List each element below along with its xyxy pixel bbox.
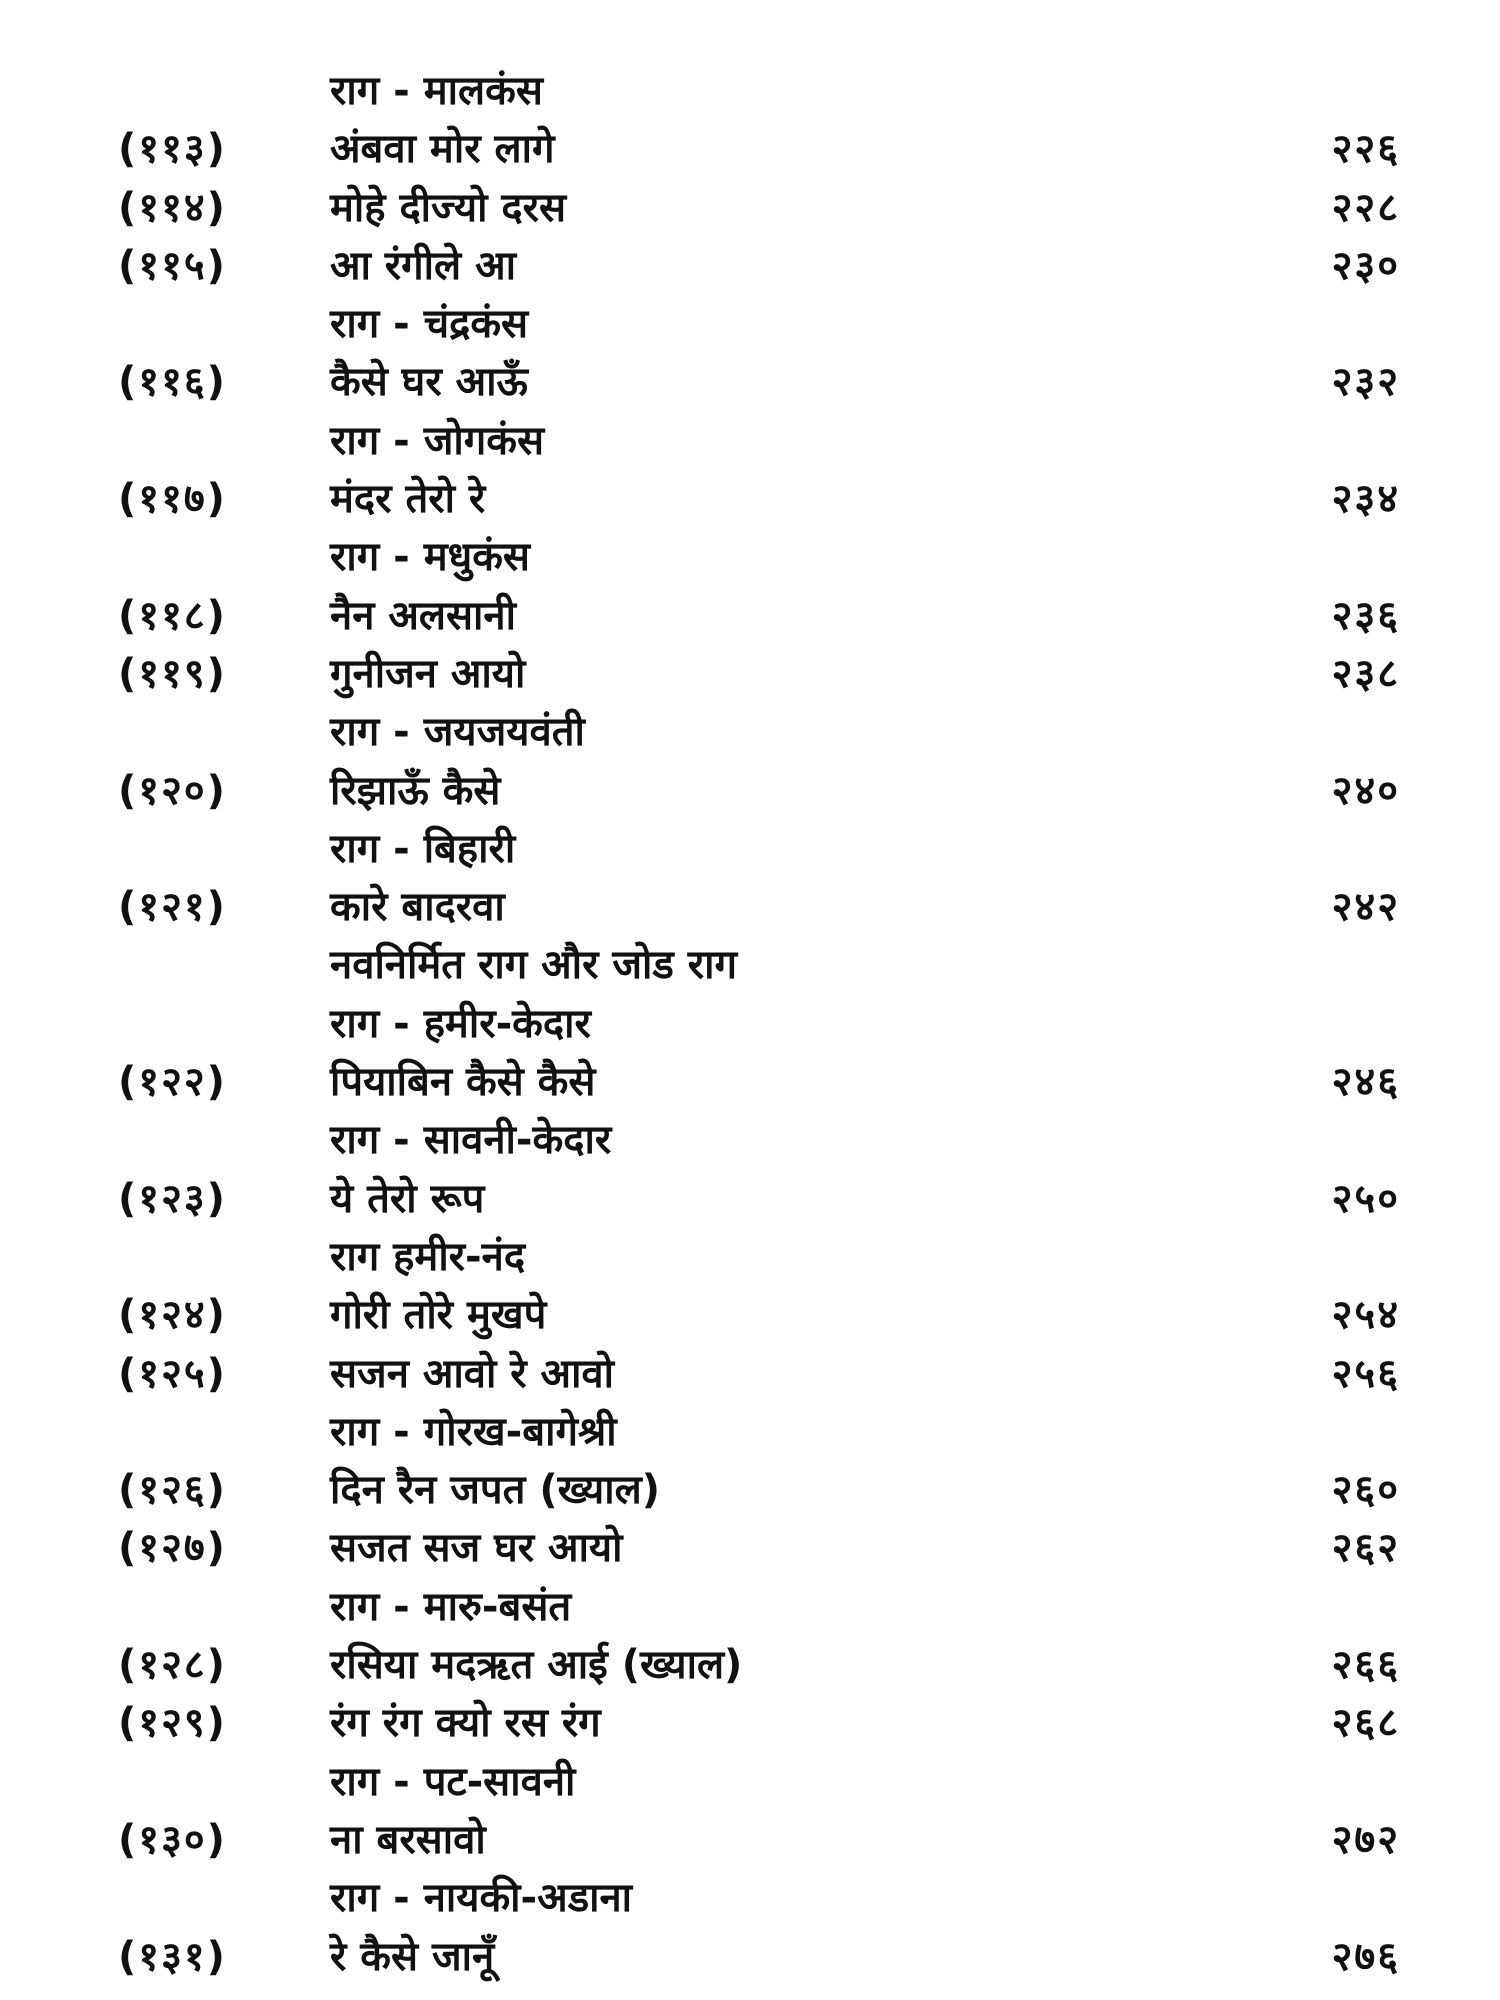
toc-entry <box>0 1811 1500 1869</box>
entry-number: (१२०) <box>118 767 227 814</box>
raag-heading <box>0 995 1500 1053</box>
heading-text: राग हमीर-नंद <box>330 1233 526 1280</box>
entry-title: कैसे घर आऊँ <box>330 359 528 406</box>
entry-title: दिन रैन जपत (ख्याल) <box>330 1467 660 1514</box>
heading-text: राग - जयजयवंती <box>330 709 585 756</box>
entry-title: कारे बादरवा <box>330 884 505 931</box>
entry-number: (१३०) <box>118 1816 227 1863</box>
raag-heading <box>0 1578 1500 1636</box>
toc-entry <box>0 1928 1500 1986</box>
entry-title: रंग रंग क्यो रस रंग <box>330 1700 601 1747</box>
entry-number: (११३) <box>118 126 227 173</box>
raag-heading <box>0 62 1500 120</box>
entry-page-number: २६८ <box>1331 1700 1400 1747</box>
entry-page-number: २७६ <box>1331 1933 1400 1980</box>
heading-text: राग - नायकी-अडाना <box>330 1875 633 1922</box>
raag-heading <box>0 1869 1500 1927</box>
entry-page-number: २२८ <box>1331 184 1400 231</box>
entry-title: रसिया मदऋत आई (ख्याल) <box>330 1642 743 1689</box>
entry-number: (११६) <box>118 359 227 406</box>
raag-heading <box>0 1228 1500 1286</box>
toc-entry <box>0 587 1500 645</box>
entry-title: गोरी तोरे मुखपे <box>330 1292 547 1339</box>
raag-heading <box>0 1753 1500 1811</box>
entry-number: (११५) <box>118 242 227 289</box>
raag-heading <box>0 528 1500 586</box>
entry-page-number: २४० <box>1331 767 1400 814</box>
entry-number: (११७) <box>118 476 227 523</box>
entry-page-number: २६२ <box>1331 1525 1400 1572</box>
toc-entry <box>0 1636 1500 1694</box>
entry-number: (१२६) <box>118 1467 227 1514</box>
entry-number: (१२१) <box>118 884 227 931</box>
toc-entry <box>0 353 1500 411</box>
entry-page-number: २४२ <box>1331 884 1400 931</box>
entry-title: मंदर तेरो रे <box>330 476 486 523</box>
toc-entry <box>0 237 1500 295</box>
entry-title: पियाबिन कैसे कैसे <box>330 1059 596 1106</box>
toc-entry <box>0 120 1500 178</box>
heading-text: राग - सावनी-केदार <box>330 1117 612 1164</box>
raag-heading <box>0 820 1500 878</box>
entry-number: (१२२) <box>118 1059 227 1106</box>
entry-number: (११४) <box>118 184 227 231</box>
table-of-contents <box>0 62 1500 1986</box>
entry-title: ये तेरो रूप <box>330 1175 485 1222</box>
entry-page-number: २५४ <box>1331 1292 1400 1339</box>
heading-text: नवनिर्मित राग और जोड राग <box>330 942 737 989</box>
heading-text: राग - हमीर-केदार <box>330 1000 591 1047</box>
entry-page-number: २४६ <box>1331 1059 1400 1106</box>
entry-page-number: २२६ <box>1331 126 1400 173</box>
toc-entry <box>0 1461 1500 1519</box>
entry-title: रिझाऊँ कैसे <box>330 767 501 814</box>
toc-entry <box>0 1345 1500 1403</box>
toc-entry <box>0 645 1500 703</box>
raag-heading <box>0 412 1500 470</box>
entry-page-number: २३४ <box>1331 476 1400 523</box>
toc-entry <box>0 1286 1500 1344</box>
entry-title: आ रंगीले आ <box>330 242 516 289</box>
entry-page-number: २३८ <box>1331 650 1400 697</box>
raag-heading <box>0 295 1500 353</box>
entry-page-number: २६६ <box>1331 1642 1400 1689</box>
entry-title: अंबवा मोर लागे <box>330 126 555 173</box>
entry-title: सजन आवो रे आवो <box>330 1350 615 1397</box>
heading-text: राग - जोगकंस <box>330 417 545 464</box>
entry-page-number: २३२ <box>1331 359 1400 406</box>
entry-page-number: २७२ <box>1331 1816 1400 1863</box>
toc-entry <box>0 762 1500 820</box>
entry-number: (१२८) <box>118 1642 227 1689</box>
raag-heading <box>0 1403 1500 1461</box>
heading-text: राग - मालकंस <box>330 68 543 114</box>
toc-entry <box>0 878 1500 936</box>
entry-title: गुनीजन आयो <box>330 650 526 697</box>
entry-page-number: २३६ <box>1331 592 1400 639</box>
raag-heading <box>0 1111 1500 1169</box>
entry-number: (१२९) <box>118 1700 227 1747</box>
entry-title: ना बरसावो <box>330 1816 486 1863</box>
heading-text: राग - चंद्रकंस <box>330 301 529 348</box>
entry-page-number: २५० <box>1331 1175 1400 1222</box>
entry-number: (११९) <box>118 650 227 697</box>
entry-page-number: २५६ <box>1331 1350 1400 1397</box>
entry-number: (१२३) <box>118 1175 227 1222</box>
raag-heading <box>0 703 1500 761</box>
entry-page-number: २६० <box>1331 1467 1400 1514</box>
entry-number: (१३१) <box>118 1933 227 1980</box>
entry-number: (१२५) <box>118 1350 227 1397</box>
toc-entry <box>0 179 1500 237</box>
toc-entry <box>0 1694 1500 1752</box>
toc-entry <box>0 470 1500 528</box>
heading-text: राग - बिहारी <box>330 825 516 872</box>
entry-page-number: २३० <box>1331 242 1400 289</box>
heading-text: राग - मधुकंस <box>330 534 530 581</box>
entry-number: (१२७) <box>118 1525 227 1572</box>
entry-title: रे कैसे जानूँ <box>330 1933 495 1980</box>
heading-text: राग - गोरख-बागेश्री <box>330 1408 617 1455</box>
heading-text: राग - मारु-बसंत <box>330 1583 572 1630</box>
entry-number: (११८) <box>118 592 227 639</box>
entry-title: मोहे दीज्यो दरस <box>330 184 567 231</box>
entry-number: (१२४) <box>118 1292 227 1339</box>
raag-heading <box>0 936 1500 994</box>
toc-entry <box>0 1053 1500 1111</box>
heading-text: राग - पट-सावनी <box>330 1758 576 1805</box>
entry-title: सजत सज घर आयो <box>330 1525 623 1572</box>
toc-entry <box>0 1170 1500 1228</box>
toc-entry <box>0 1519 1500 1577</box>
entry-title: नैन अलसानी <box>330 592 516 639</box>
